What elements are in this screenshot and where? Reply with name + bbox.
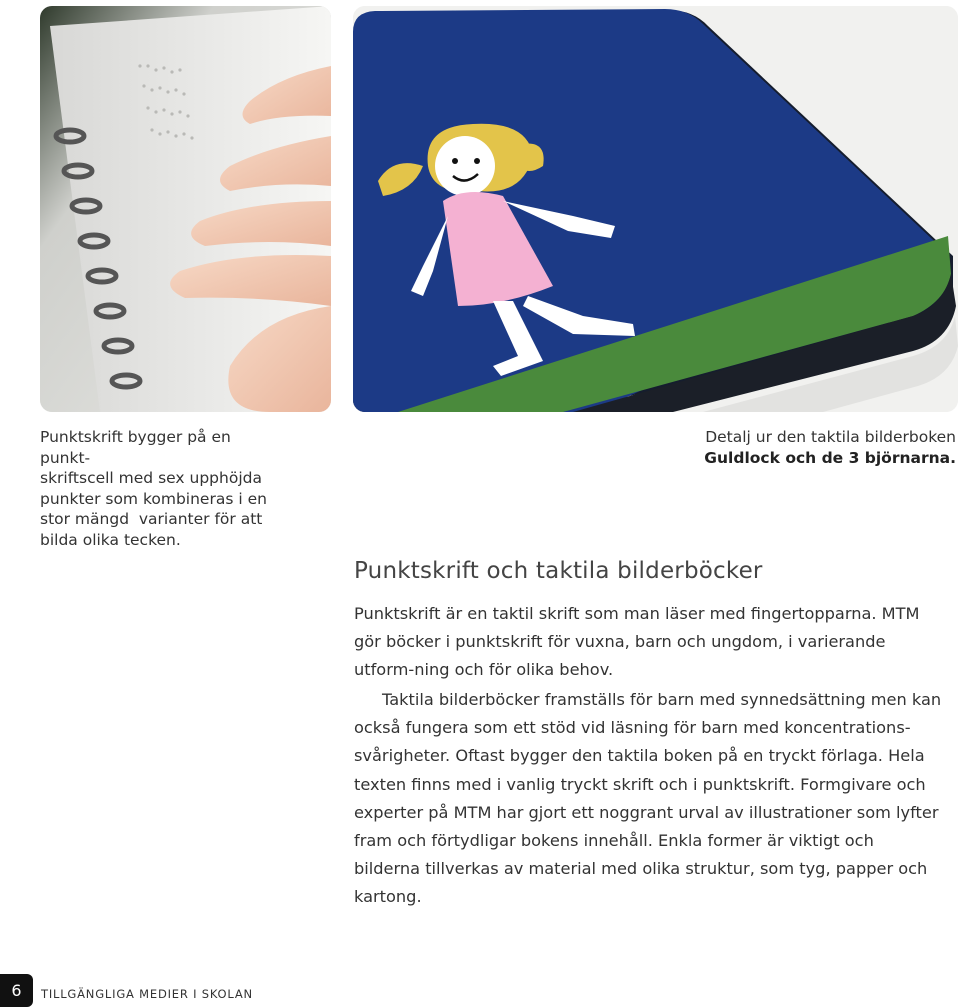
braille-reading-illustration — [40, 6, 331, 412]
tactile-book-photo — [353, 6, 958, 412]
caption-line: Detalj ur den taktila bilderboken — [705, 428, 956, 446]
caption-line: skriftscell med sex upphöjda — [40, 469, 262, 487]
caption-line: Punktskrift bygger på en punkt- — [40, 428, 231, 467]
braille-reading-photo — [40, 6, 331, 412]
tactile-book-illustration — [353, 6, 958, 412]
page-footer — [0, 974, 400, 1007]
caption-line: bilda olika tecken. — [40, 530, 181, 549]
publication-name: TILLGÄNGLIGA MEDIER I SKOLAN — [41, 987, 253, 1001]
article-paragraph: Taktila bilderböcker framställs för barn med synnedsättning men kan också fungera som ett stöd vid läsning för barn med koncentrations-svårigheter. Oftast bygger den taktila boken på en tryckt förlaga. Hela texten finns med i vanlig tryckt skrift och i punktskrift. Formgivare och experter på MTM har gjort ett noggrant urval av illustrationer som lyfter fram och förtydligar bokens innehåll. Enkla former är viktigt och bilderna tillverkas av material med olika struktur, som tyg, papper och kartong. — [354, 690, 942, 907]
tactile-book-caption — [704, 427, 956, 468]
braille-photo-caption — [40, 427, 280, 550]
caption-line: stor mängd varianter för att — [40, 510, 263, 528]
caption-line: punkter som kombineras i en — [40, 489, 267, 508]
page-number: 6 — [0, 974, 33, 1007]
book-title: Guldlock och de 3 björnarna. — [704, 448, 956, 467]
article-title: Punktskrift och taktila bilderböcker — [354, 558, 763, 584]
article-paragraph: Punktskrift är en taktil skrift som man läser med fingertopparna. MTM gör böcker i punktskrift för vuxna, barn och ungdom, i varierande utform-ning och för olika behov. — [354, 604, 920, 680]
